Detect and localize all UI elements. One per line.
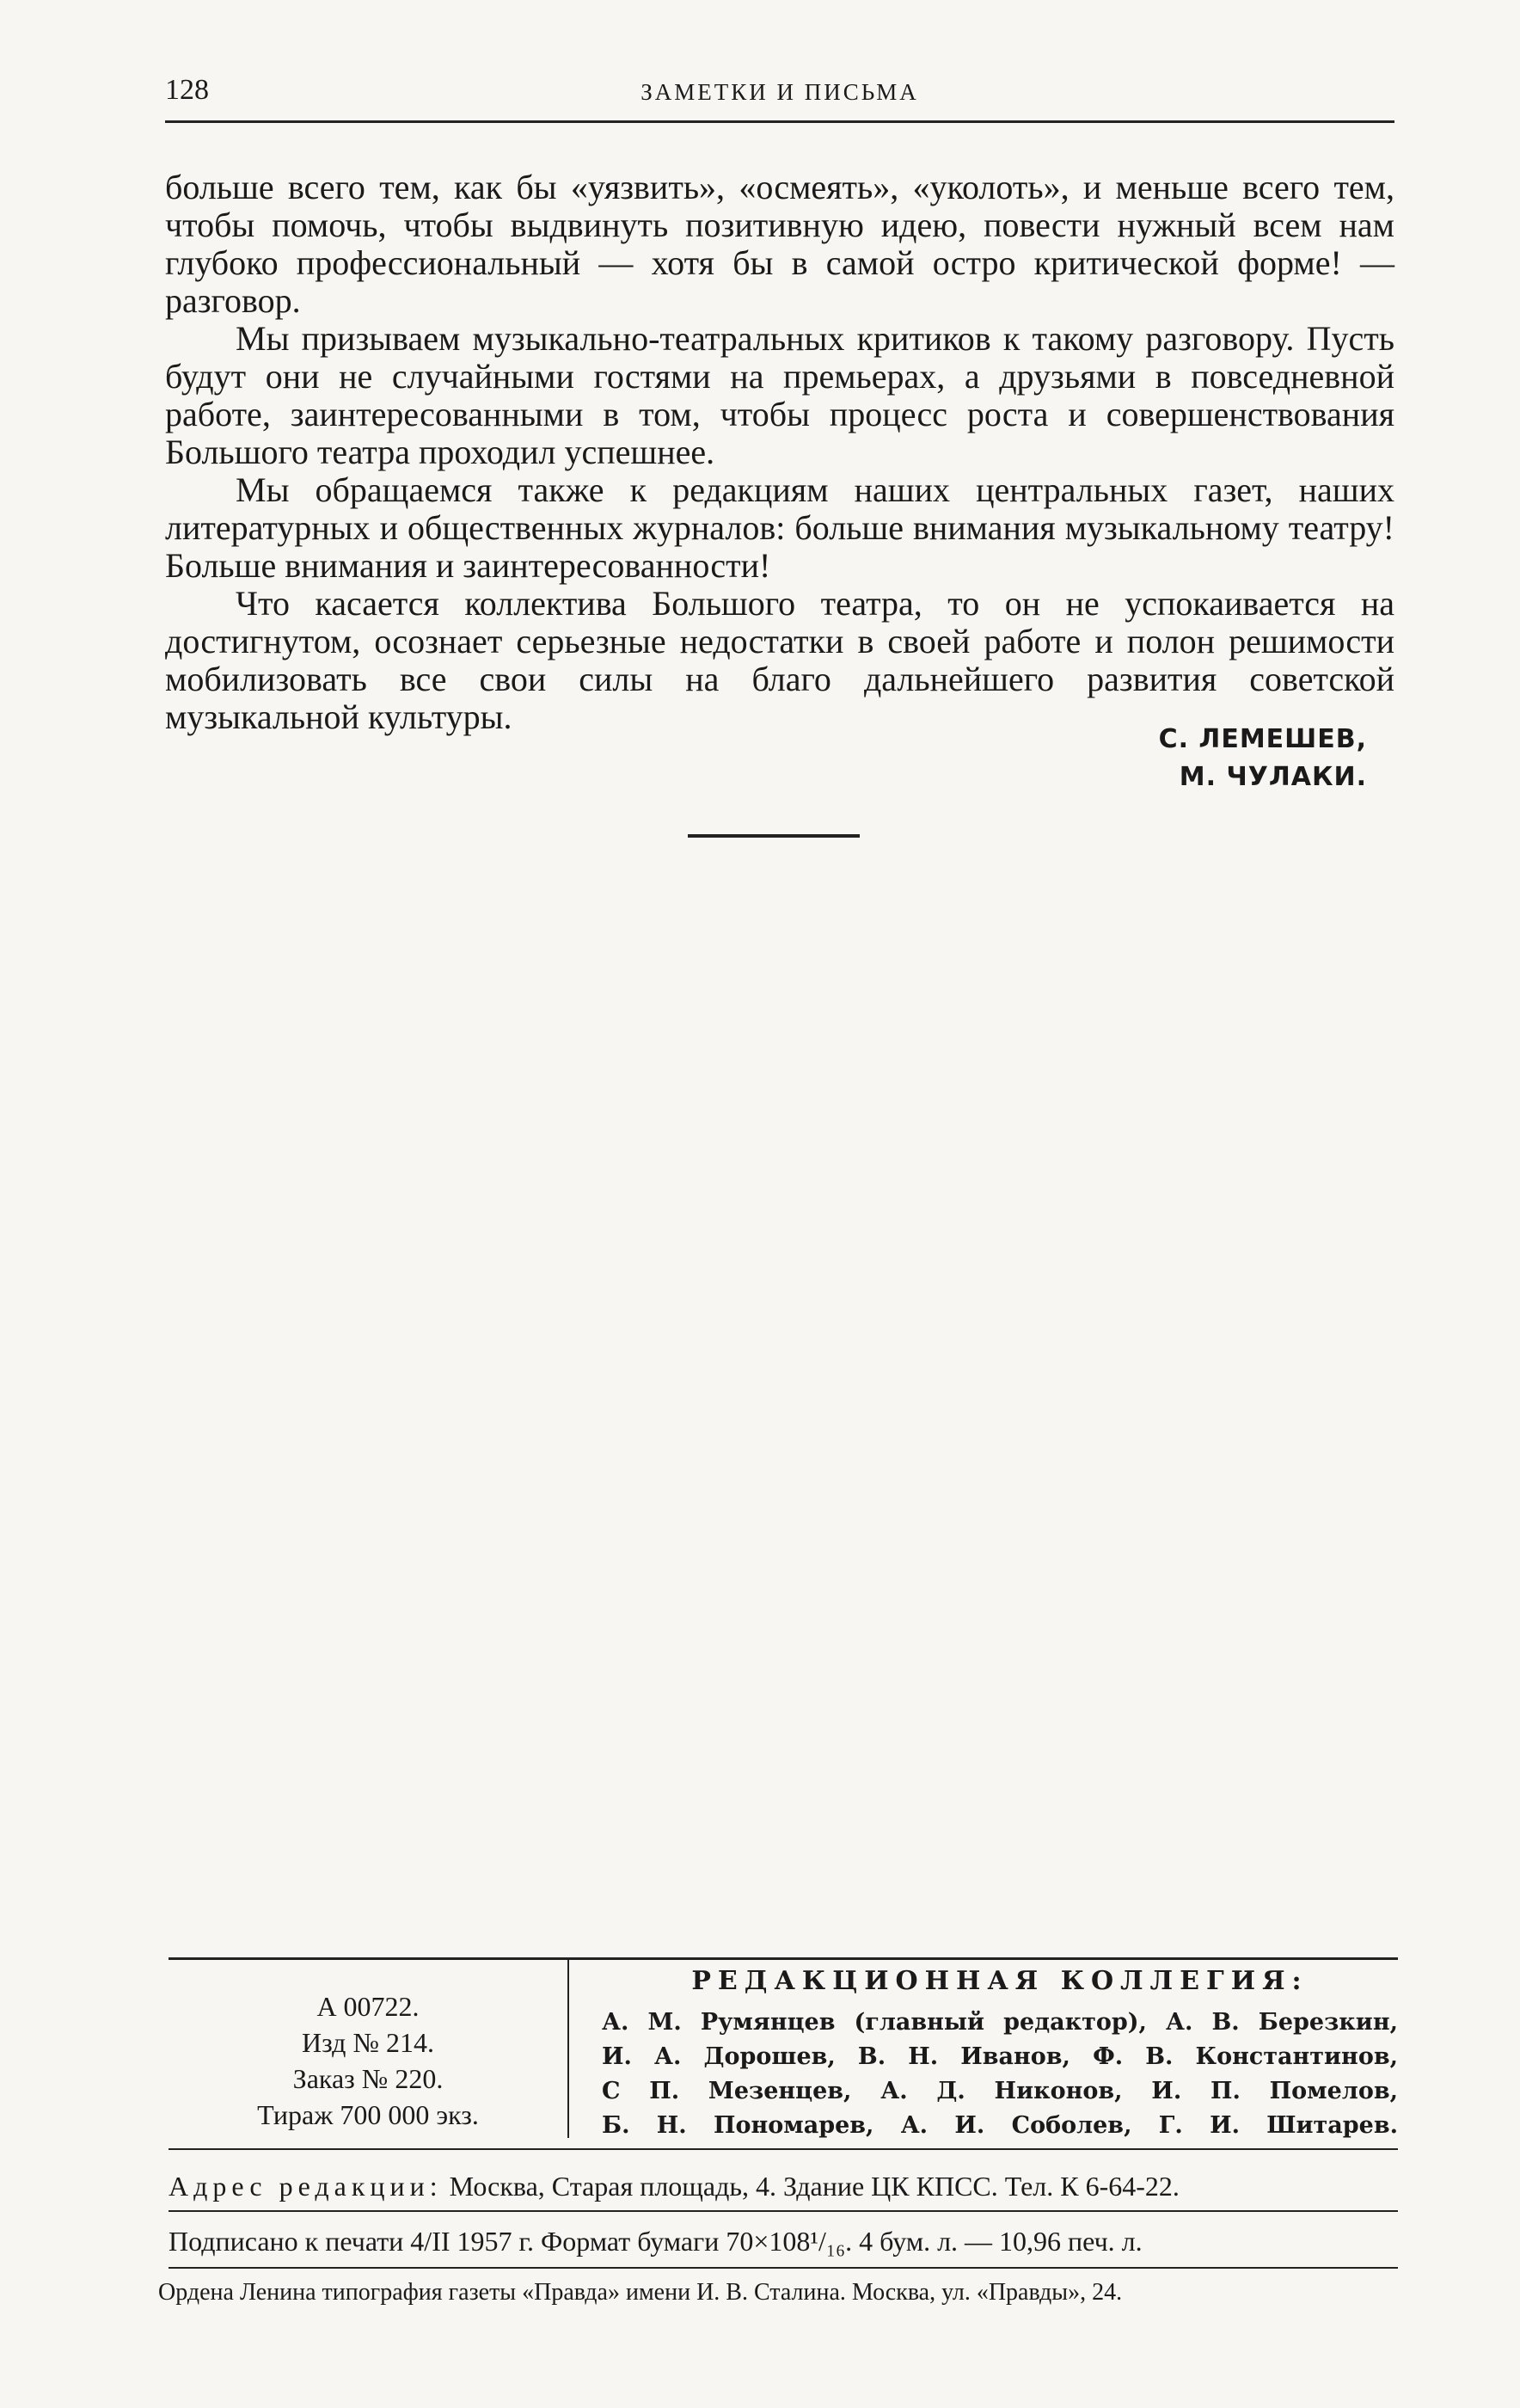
editorial-board-title: РЕДАКЦИОННАЯ КОЛЛЕГИЯ: [691,1966,1309,1996]
print-circulation: Тираж 700 000 экз. [257,2099,479,2130]
author-signatures [1159,721,1367,796]
running-head: ЗАМЕТКИ И ПИСЬМА [640,79,919,105]
paragraph-4: Что касается коллектива Большого театра, то он не успокаивается на достигнутом, осознает серьезные недостатки в своей работе и полон решимости мобилизовать все свои силы на благо дальнейшего развития советской музыкальной культуры. [165,584,1394,736]
footer-divider [567,1957,569,2138]
footer-rule [169,2267,1398,2269]
editorial-board-line: И. А. Дорошев, В. Н. Иванов, Ф. В. Константинов, [602,2043,1398,2070]
signature-chulaki: М. ЧУЛАКИ. [1179,762,1367,792]
print-info [169,1988,567,2133]
paragraph-2: Мы призываем музыкально-театральных критиков к такому разговору. Пусть будут они не случайными гостями на премьерах, а друзьями в повседневной работе, заинтересованными в том, чтобы процесс роста и совершенствования Большого театра проходил успешнее. [165,319,1394,471]
header-rule [165,120,1394,123]
article-body [165,169,1394,736]
paragraph-3: Мы обращаемся также к редакциям наших центральных газет, наших литературных и общественных журналов: больше внимания музыкальному театру! Больше внимания и заинтересованности! [165,470,1394,585]
editorial-board-line: С П. Мезенцев, А. Д. Никонов, И. П. Помелов, [602,2078,1398,2104]
print-order: Заказ № 220. [292,2063,444,2094]
signed-for-print: Подписано к печати 4/II 1957 г. Формат бумаги 70×108¹/₁₆. 4 бум. л. — 10,96 печ. л. [169,2226,1143,2257]
footer-rule [169,2148,1398,2150]
printer-credit: Ордена Ленина типография газеты «Правда» имени И. В. Сталина. Москва, ул. «Правды», 24. [158,2279,1123,2306]
address-text: Москва, Старая площадь, 4. Здание ЦК КПСС. Тел. К 6-64-22. [449,2171,1180,2202]
editorial-board-line: Б. Н. Пономарев, А. И. Соболев, Г. И. Шитарев. [602,2112,1398,2139]
editorial-board [602,1964,1398,2143]
footer-rule [169,2210,1398,2212]
editorial-board-line: А. М. Румянцев (главный редактор), А. В. Березкин, [602,2009,1398,2036]
address-label: Адрес редакции: [169,2171,443,2202]
page-number: 128 [165,74,209,106]
paragraph-1: больше всего тем, как бы «уязвить», «осмеять», «уколоть», и меньше всего тем, чтобы помочь, чтобы выдвинуть позитивную идею, повести нужный всем нам глубоко профессиональный — хотя бы в самой остро критической форме! — разговор. [165,168,1394,320]
editorial-address [169,2169,1398,2203]
print-code: А 00722. [316,1991,420,2022]
signature-lemeshev: С. ЛЕМЕШЕВ, [1158,724,1367,754]
article-end-rule [688,834,860,838]
print-issue: Изд № 214. [302,2027,434,2058]
footer-top-rule [169,1957,1398,1960]
